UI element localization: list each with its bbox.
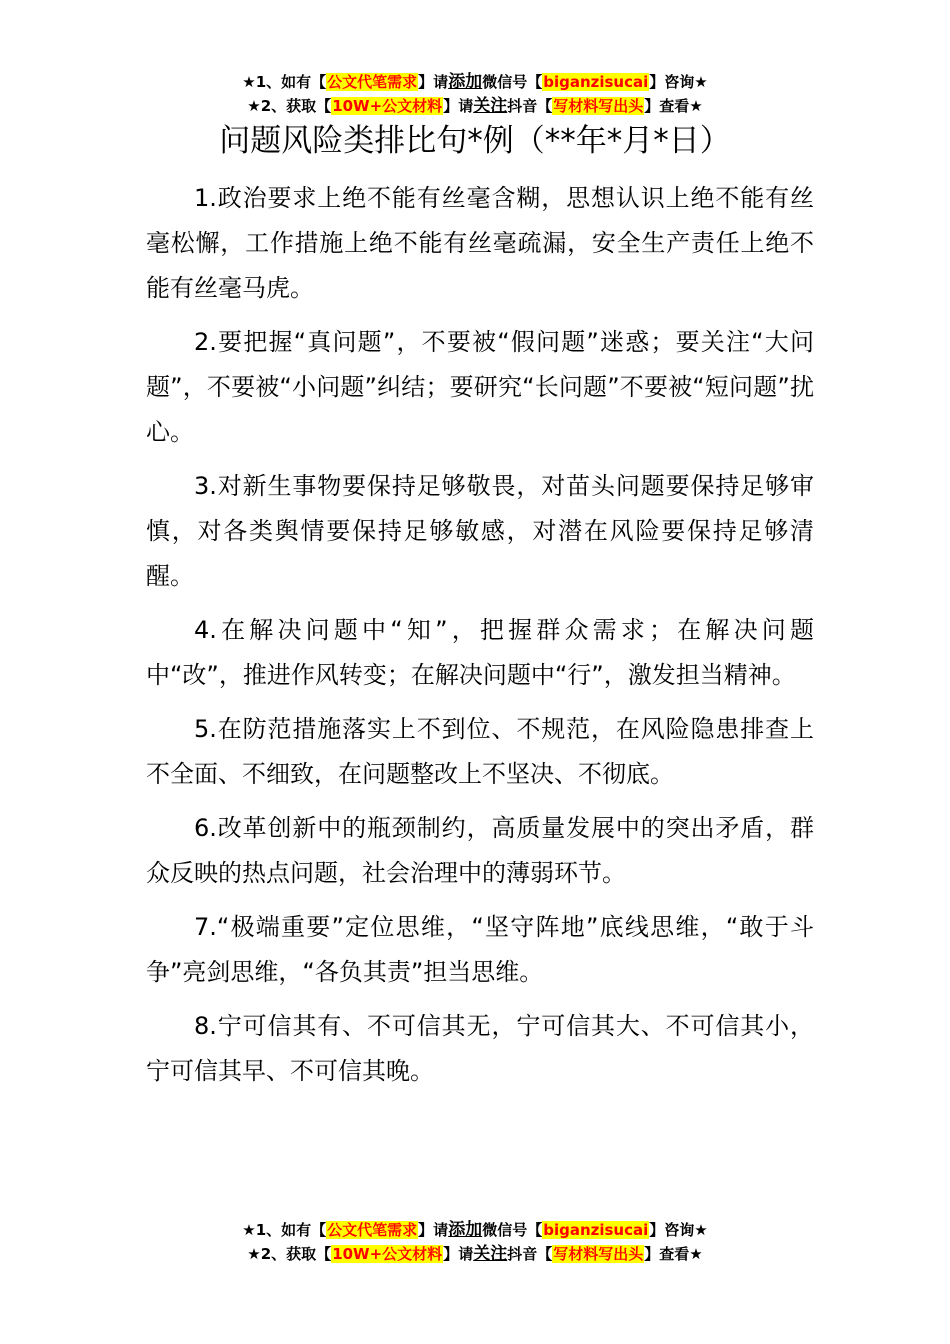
- highlight-wechat-id: biganzisucai: [543, 73, 649, 91]
- star-icon: ★: [689, 97, 703, 115]
- paragraph-2: 2.要把握“真问题”，不要被“假问题”迷惑；要关注“大问题”，不要被“小问题”纠结；要研究“长问题”不要被“短问题”扰心。: [146, 328, 814, 446]
- paragraph-7: 7.“极端重要”定位思维，“坚守阵地”底线思维，“敢于斗争”亮剑思维，“各负其责”担当思维。: [146, 913, 814, 986]
- star-icon: ★: [694, 73, 708, 91]
- star-icon: ★: [247, 97, 261, 115]
- footer-notice: [0, 1218, 950, 1266]
- highlight-account: 写材料写出头: [553, 97, 644, 115]
- star-icon: ★: [242, 1221, 256, 1239]
- highlight-service: 公文代笔需求: [327, 73, 418, 91]
- highlight-materials: 10W+公文材料: [332, 97, 443, 115]
- page-title: 问题风险类排比句*例（**年*月*日）: [219, 123, 731, 159]
- paragraph-3: 3.对新生事物要保持足够敬畏，对苗头问题要保持足够审慎，对各类舆情要保持足够敏感，对潜在风险要保持足够清醒。: [146, 472, 814, 590]
- paragraph-4: 4.在解决问题中“知”，把握群众需求；在解决问题中“改”，推进作风转变；在解决问题中“行”，激发担当精神。: [146, 616, 814, 689]
- highlight-materials: 10W+公文材料: [332, 1245, 443, 1263]
- highlight-service: 公文代笔需求: [327, 1221, 418, 1239]
- notice-line-2: ★2、获取【10W+公文材料】请关注抖音【写材料写出头】查看★: [247, 1244, 703, 1264]
- paragraph-6: 6.改革创新中的瓶颈制约，高质量发展中的突出矛盾，群众反映的热点问题，社会治理中的薄弱环节。: [146, 814, 814, 887]
- star-icon: ★: [247, 1245, 261, 1263]
- star-icon: ★: [694, 1221, 708, 1239]
- star-icon: ★: [242, 73, 256, 91]
- paragraph-5: 5.在防范措施落实上不到位、不规范，在风险隐患排查上不全面、不细致，在问题整改上不坚决、不彻底。: [146, 715, 814, 788]
- star-icon: ★: [689, 1245, 703, 1263]
- document-body: [146, 176, 814, 1103]
- notice-line-1: ★1、如有【公文代笔需求】请添加微信号【biganzisucai】咨询★: [242, 1220, 708, 1240]
- highlight-account: 写材料写出头: [553, 1245, 644, 1263]
- paragraph-8: 8.宁可信其有、不可信其无，宁可信其大、不可信其小，宁可信其早、不可信其晚。: [146, 1012, 814, 1085]
- notice-line-1: ★1、如有【公文代笔需求】请添加微信号【biganzisucai】咨询★: [242, 72, 708, 92]
- notice-line-2: ★2、获取【10W+公文材料】请关注抖音【写材料写出头】查看★: [247, 96, 703, 116]
- paragraph-1: 1.政治要求上绝不能有丝毫含糊，思想认识上绝不能有丝毫松懈，工作措施上绝不能有丝毫疏漏，安全生产责任上绝不能有丝毫马虎。: [146, 184, 814, 302]
- highlight-wechat-id: biganzisucai: [543, 1221, 649, 1239]
- header-notice: [0, 70, 950, 118]
